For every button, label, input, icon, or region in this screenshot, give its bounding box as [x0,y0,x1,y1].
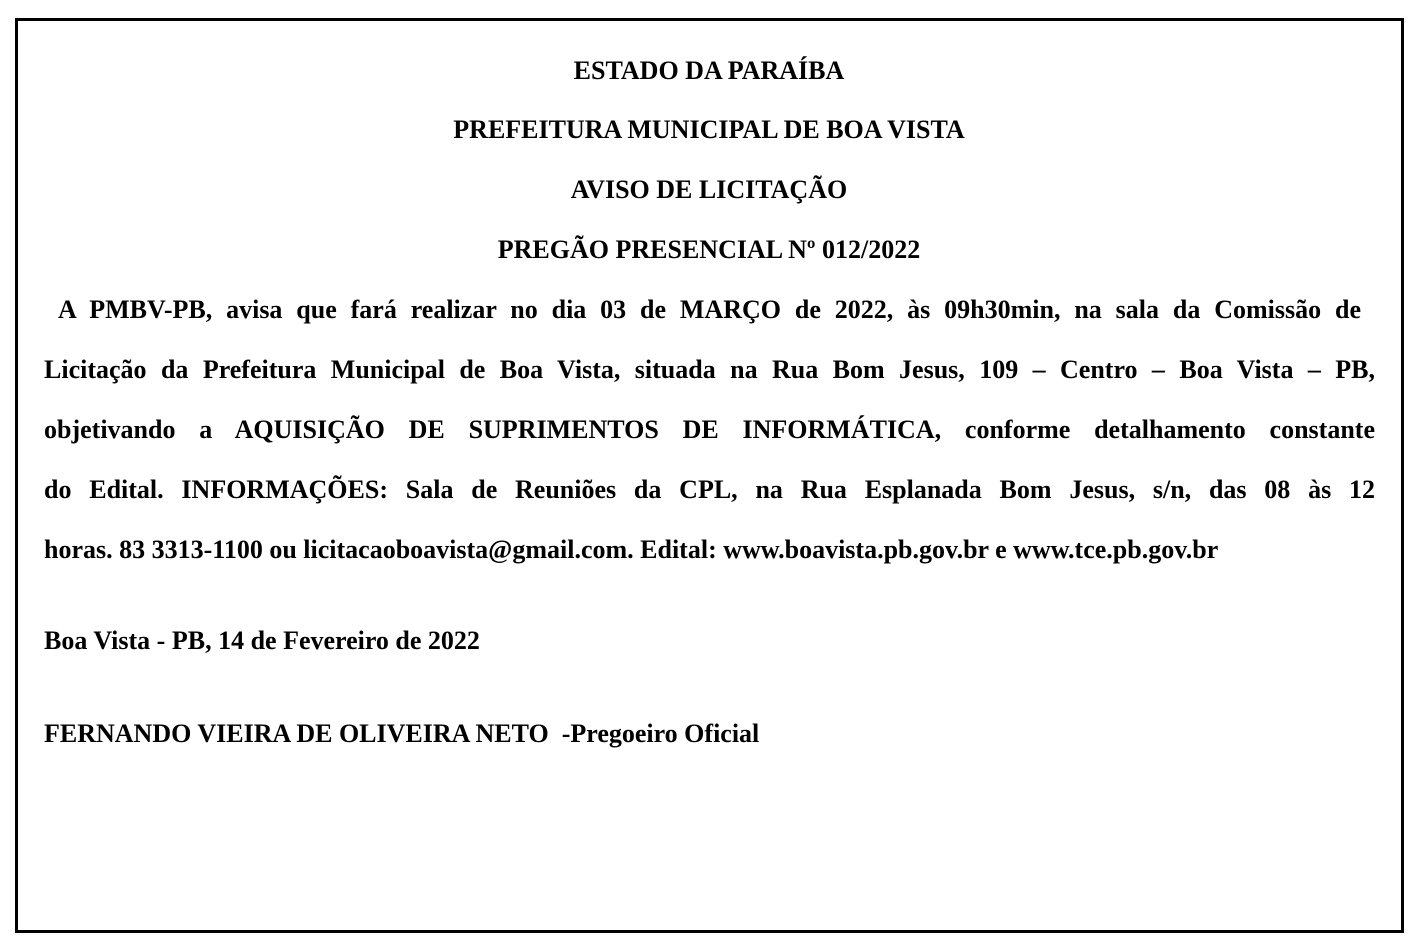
state-heading: ESTADO DA PARAÍBA [573,56,845,85]
notice-type-heading: AVISO DE LICITAÇÃO [570,175,848,204]
notice-body-line-5: horas. 83 3313-1100 ou licitacaoboavista@gmail.com. Edital: www.boavista.pb.gov.br e www.tce.pb.gov.br [44,535,1219,564]
notice-body-line-2: Licitação da Prefeitura Municipal de Boa Vista, situada na Rua Bom Jesus, 109 – Centro – Boa Vista – PB, [44,355,1375,384]
notice-body-line-1: A PMBV-PB, avisa que fará realizar no dia 03 de MARÇO de 2022, às 09h30min, na sala da Comissão de [58,295,1361,324]
process-heading: PREGÃO PRESENCIAL Nº 012/2022 [497,235,921,264]
place-date: Boa Vista - PB, 14 de Fevereiro de 2022 [44,626,480,655]
notice-body-line-4: do Edital. INFORMAÇÕES: Sala de Reuniões da CPL, na Rua Esplanada Bom Jesus, s/n, das 08 às 12 [44,475,1375,504]
notice-body-line-3: objetivando a AQUISIÇÃO DE SUPRIMENTOS DE INFORMÁTICA, conforme detalhamento constante [44,415,1375,444]
municipality-heading: PREFEITURA MUNICIPAL DE BOA VISTA [453,115,965,144]
signatory: FERNANDO VIEIRA DE OLIVEIRA NETO -Pregoeiro Oficial [44,719,760,748]
